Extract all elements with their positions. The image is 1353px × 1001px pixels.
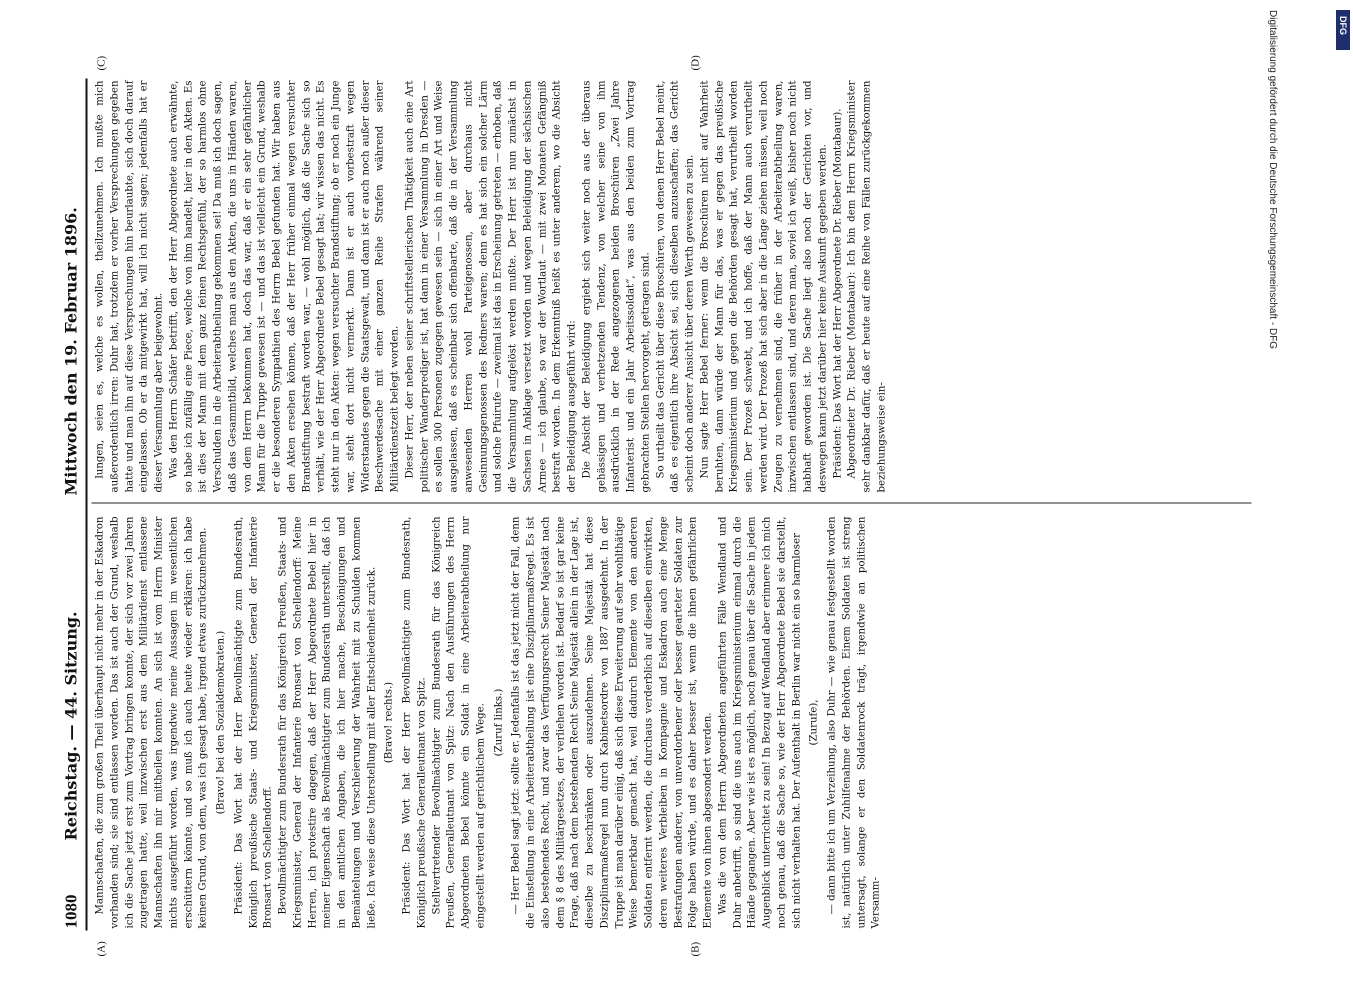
header-right-title: Mittwoch den 19. Februar 1896. (61, 207, 81, 496)
margin-marker-c: (C) (95, 55, 108, 71)
speech-paragraph: So urtheilt das Gericht über diese Broschüren, von denen Herr Bebel meint, daß es eigentlich ihre Absicht sei, sich dieselben anzuschaffen; das Gericht scheint doch anderer Ansicht über deren Werth gewesen zu sein. (655, 80, 696, 493)
speech-paragraph: Die Absicht der Beleidigung ergiebt sich weiter noch aus der überaus gehässigen und verhetzenden Tendenz, von welcher seine von ihm ausdrücklich in der Rede angezogenen beiden Broschüren „Zwei Jahre Infanterist und ein Jahr Arbeitssoldat“, was aus den beiden zum Vortrag gebrachten Stellen hervorgeht, getragen sind. (581, 80, 652, 493)
reichstag-protocol-page (0, 1, 1353, 1001)
right-text-column (94, 81, 891, 493)
column-separator (92, 503, 1252, 504)
page-number: 1080 (61, 894, 81, 929)
speech-paragraph: Stellvertretender Bevollmächtigter zum Bundesrath für das Königreich Preußen, Generalleutnant von Spitz: Nach den Ausführungen des Herrn Abgeordneten Bebel könnte ein Soldat in eine Arbeiterabtheilung nur eingestellt werden auf gerichtlichem Wege. (431, 516, 487, 929)
margin-marker-a: (A) (95, 941, 108, 957)
speech-paragraph: — dann bitte ich um Verzeihung, also Duhr — wie genau festgestellt worden ist, natürlich unter Zuhilfenahme der Behörden. Einem Soldaten ist streng untersagt, solange er den Soldatenrock trägt, irgendwie an politischen Versamm- (826, 516, 882, 929)
speech-paragraph: Mannschaften, die zum großen Theil überhaupt nicht mehr in der Eskadron vorhanden sind; sie sind entlassen worden. Das ist auch der Grund, weshalb ich die Sache jetzt erst zum Vortrag bringen konnte, der sich vor zwei Jahren zugetragen hatte, weil inzwischen erst aus dem Militärdienst entlassene Mannschaften ihn mir mittheilen konnten. An sich ist vom Herrn Minister nichts ausgeführt worden, was irgendwie meine Aussagen im wesentlichen erschüttern könnte, und so muß ich auch heute wieder erklären: ich habe keinen Grund, von dem, was ich gesagt habe, irgend etwas zurückzunehmen. (94, 516, 209, 929)
interjection-line: (Zurufe), (808, 699, 820, 746)
margin-marker-d: (D) (689, 55, 702, 71)
speech-paragraph: Was den Herrn Schäfer betrifft, den der Herr Abgeordnete auch erwähnte, so habe ich zufällig eine Piece, welche von ihm handelt, hier in den Akten. Es ist dies der Mann mit dem ganz feinen Rechtsgefühl, der so harmlos ohne Verschulden in die Arbeiterabtheilung gekommen sei! Da muß ich doch sagen, daß das Gesammtbild, welches man aus den Akten, die uns in Händen waren, von dem Herrn bekommen hat, doch das war, daß er ein sehr gefährlicher Mann für die Truppe gewesen ist — und das ist vielleicht ein Grund, weshalb er die besonderen Sympathien des Herrn Bebel gefunden hat. Wir haben aus den Akten ersehen können, daß der Herr früher einmal wegen versuchter Brandstiftung bestraft worden war, — wohl möglich, daß die Sache sich so verhält, wie der Herr Abgeordnete Bebel gesagt hat; wir wissen das nicht. Es steht nur in den Akten: wegen versuchter Brandstiftung; ob er noch ein Junge war, steht dort nicht vermerkt. Dann ist er auch vorbestraft wegen Widerstandes gegen die Staatsgewalt, und dann ist er auch noch außer dieser Beschwerdesache mit einer ganzen Reihe Strafen während seiner Militärdienstzeit belegt worden. (168, 80, 401, 493)
interjection-line: (Zuruf links.) (493, 688, 504, 757)
interjection-line: (Bravo! bei den Sozialdemokraten.) (215, 630, 227, 815)
header-left-title: Reichstag. — 44. Sitzung. (61, 611, 81, 841)
speech-paragraph: Präsident: Das Wort hat der Herr Abgeordnete Dr. Rieber (Montabaur). (832, 108, 843, 479)
left-text-column (94, 517, 885, 929)
speech-paragraph: — Herr Bebel sagt jetzt: sollte er. Jedenfalls ist das jetzt nicht der Fall, denn die Einstellung in eine Arbeiterabtheilung ist eine Disziplinarmaßregel. Es ist also bestehendes Recht, und zwar das Verfügungsrecht Seiner Majestät nach dem § 8 des Militärgesetzes, der verliehen worden ist. Bedarf so ist gar keine Frage, daß nach dem bestehenden Recht Seine Majestät allein in der Lage ist, dieselbe zu beschränken oder auszudehnen. Seine Majestät hat diese Disziplinarmaßregel nun durch Kabinetsordre von 1887 ausgedehnt. In der Truppe ist man darüber einig, daß sich diese Erweiterung auf sehr wohlthätige Weise bemerkbar gemacht hat, weil dadurch Elemente von den anderen Soldaten entfernt werden, die durchaus verderblich auf dieselben einwirkten, deren weiteres Verbleiben in Kompagnie und Eskadron auch eine Menge Bestrafungen anderer, von unverdorbener oder besser gearteter Soldaten zur Folge haben würde, und es daher besser ist, wenn die ihnen gefährlichen Elemente von ihnen abgesondert werden. (510, 516, 714, 929)
dfg-logo: DFG (1336, 10, 1350, 50)
speech-paragraph: lungen, seien es, welche es wollen, theilzunehmen. Ich mußte mich außerordentlich irren: Duhr hat, trotzdem er vorher Versprechungen gegeben hatte und man ihn auf diese Versprechungen hin beurlaubte, sich doch darauf eingelassen. Ob er da mitgewirkt hat, will ich nicht sagen; jedenfalls hat er dieser Versammlung aber beigewohnt. (94, 80, 165, 493)
speech-paragraph: Bevollmächtigter zum Bundesrath für das Königreich Preußen, Staats- und Kriegsminister, General der Infanterie Bronsart von Schellendorff: Meine Herren, ich protestire dagegen, daß der Herr Abgeordnete Bebel hier in meiner Eigenschaft als Bevollmächtigter zum Bundesrath unterstellt, daß ich in den amtlichen Angaben, die ich hier mache, Beschönigungen und Bemäntelungen und Verschleierung der Wahrheit mit zu Schulden kommen ließe. Ich weise diese Unterstellung mit aller Entschiedenheit zurück. (277, 516, 377, 929)
digitization-credit: Digitalisierung gefördert durch die Deutsche Forschungsgemeinschaft - DFG (1267, 10, 1278, 350)
header-rule (86, 79, 88, 931)
speech-paragraph: Präsident: Das Wort hat der Herr Bevollmächtigte zum Bundesrath, Königlich preußische Generalleutnant von Spitz. (401, 516, 428, 929)
speech-paragraph: Nun sagte Herr Bebel ferner: wenn die Broschüren nicht auf Wahrheit beruhten, dann würde der Mann für das, was er gegen das preußische Kriegsministerium und gegen die Behörden gesagt hat, verurtheilt worden sein. Der Prozeß schwebt, und ich hoffe, daß der Mann auch verurtheilt werden wird. Der Prozeß hat sich aber in die Länge ziehen müssen, weil noch Zeugen zu vernehmen sind, die früher in der Arbeiterabtheilung waren, inzwischen entlassen sind, und deren man, soviel ich weiß, bisher noch nicht habhaft geworden ist. Die Sache liegt also noch der Gerichten vor, und deswegen kann jetzt darüber hier keine Auskunft gegeben werden. (699, 80, 829, 493)
margin-marker-b: (B) (689, 941, 702, 957)
speech-paragraph: Dieser Herr, der neben seiner schriftstellerischen Thätigkeit auch eine Art politischer Wanderprediger ist, hat dann in einer Versammlung in Dresden — es sollen 300 Personen zugegen gewesen sein — sich in einer Art und Weise ausgelassen, daß es scheinbar sich offenbarte, daß die in der Versammlung anwesenden Herren wohl Parteigenossen, aber durchaus nicht Gesinnungsgenossen des Redners waren; denn es hat sich ein solcher Lärm und solche Pfuirufe — zweimal ist das in Erscheinung getreten — erhoben, daß die Versammlung aufgelöst werden mußte. Der Herr ist nun zunächst in Sachsen in Anklage versetzt worden und wegen Beleidigung der sächsischen Armee — ich glaube, so war der Wortlaut — mit zwei Monaten Gefängniß bestraft worden. In dem Erkenntniß heißt es unter anderem, wo die Absicht der Beleidigung ausgeführt wird: (404, 80, 578, 493)
speech-paragraph: Abgeordneter Dr. Rieber (Montabaur): Ich bin dem Herrn Kriegsminister sehr dankbar dafür, daß er heute auf eine Reihe von Fällen zurückgekommen beziehungsweise ein- (846, 80, 888, 493)
speech-paragraph: Präsident: Das Wort hat der Herr Bevollmächtigte zum Bundesrath, Königlich preußische Staats- und Kriegsminister, General der Infanterie Bronsart von Schellendorff. (233, 516, 274, 929)
interjection-line: (Bravo! rechts.) (383, 681, 395, 764)
speech-paragraph: Was die von dem Herrn Abgeordneten angeführten Fälle Wendland und Duhr anbetrifft, so sind die uns auch im Kriegsministerium einmal durch die Hände gegangen. Aber wie ist es möglich, noch genau über die Sache in jedem Augenblick unterrichtet zu sein! In Bezug auf Wendland aber erinnere ich mich noch genau, daß die Sache so, wie der Herr Abgeordnete Bebel sie darstellt, sich nicht verhalten hat. Der Aufenthalt in Berlin war nicht ein so harmloser (717, 516, 802, 929)
